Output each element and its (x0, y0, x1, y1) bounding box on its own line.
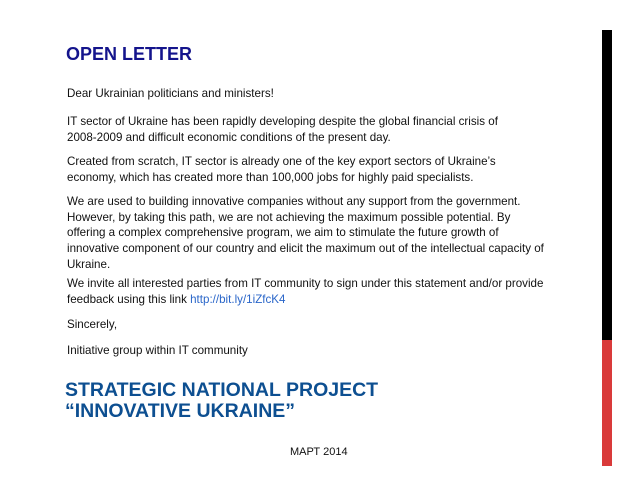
project-title (65, 380, 378, 422)
paragraph-export: Created from scratch, IT sector is already one of the key export sectors of Ukraine’s economy, which has created more than 100,000 jobs for highly paid specialists. (67, 155, 496, 184)
paragraph-innovation: We are used to building innovative companies without any support from the government. However, by taking this path, we are not achieving the maximum possible potential. By offering a complex comprehensive program, we aim to stimulate the future growth of innovative component of our country and elicit the maximum out of the intellectual capacity of Ukraine. (67, 195, 544, 271)
project-title-line2: “INNOVATIVE UKRAINE” (65, 400, 296, 422)
date-label: МАРТ 2014 (290, 446, 348, 458)
feedback-link[interactable]: http://bit.ly/1iZfcK4 (190, 292, 286, 306)
greeting: Dear Ukrainian politicians and ministers! (67, 87, 274, 100)
page-title: OPEN LETTER (66, 44, 193, 64)
invite-text: We invite all interested parties from IT community to sign under this statement and/or provide feedback using this link (67, 277, 544, 306)
paragraph-growth: IT sector of Ukraine has been rapidly developing despite the global financial crisis of 2008-2009 and difficult economic conditions of the present day. (67, 115, 498, 144)
decorative-bar-black (602, 30, 612, 340)
signature: Initiative group within IT community (67, 344, 248, 357)
decorative-bar-red (602, 340, 612, 466)
closing: Sincerely, (67, 318, 118, 331)
project-title-line1: STRATEGIC NATIONAL PROJECT (65, 379, 379, 401)
paragraph-invite (67, 276, 552, 307)
